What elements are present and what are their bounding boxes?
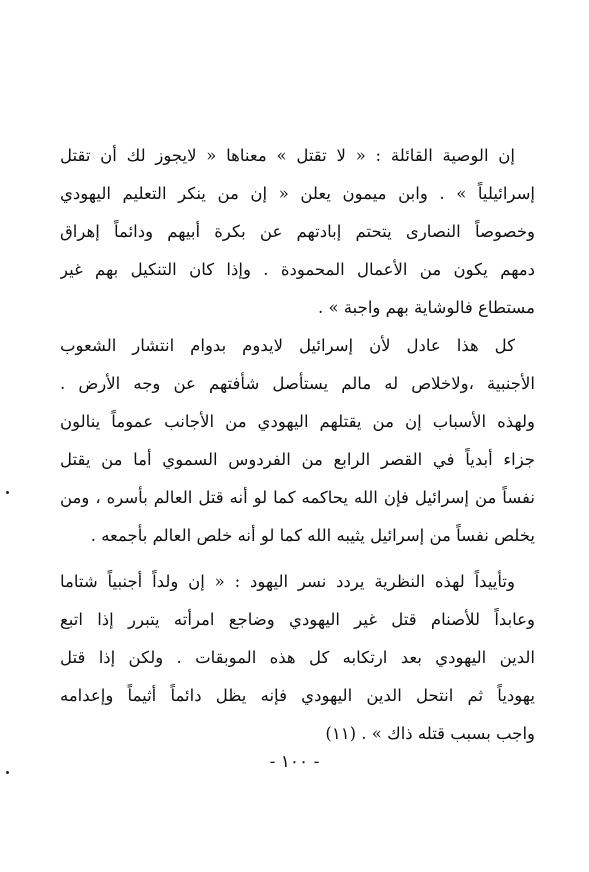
text-line: مستطاع فالوشاية بهم واجبة » . bbox=[317, 298, 535, 317]
margin-mark bbox=[6, 771, 9, 774]
text-line: وتأييداً لهذه النظرية يردد نسر اليهود : « إن ولداً أجنبياً شتاما bbox=[60, 572, 515, 591]
text-line: يخلص نفساً من إسرائيل يثيبه الله كما لو أنه خلص العالم بأجمعه . bbox=[90, 526, 535, 545]
paragraph-3 bbox=[60, 563, 535, 753]
text-line: واجب بسبب قتله ذاك » . (١١) bbox=[325, 724, 535, 743]
text-line: جزاء أبدياً في القصر الرابع من الفردوس السموي أما من يقتل bbox=[60, 450, 535, 469]
text-line: كل هذا عادل لأن إسرائيل لايدوم بدوام انتشار الشعوب bbox=[60, 336, 515, 355]
paragraph-2 bbox=[60, 327, 535, 555]
text-line: نفساً من إسرائيل فإن الله يحاكمه كما لو أنه قتل العالم بأسره ، ومن bbox=[60, 488, 535, 507]
text-line: وعابداً للأصنام قتل غير اليهودي وضاجع امرأته يتبرر إذا اتبع bbox=[60, 610, 535, 629]
margin-mark bbox=[6, 491, 9, 494]
text-line: وخصوصاً النصارى يتحتم إبادتهم عن بكرة أبيهم ودائماً إهراق bbox=[60, 222, 535, 241]
text-line: ولهذه الأسباب إن من يقتلهم اليهودي من الأجانب عموماً ينالون bbox=[60, 412, 535, 431]
page-number: - ١٠٠ - bbox=[269, 752, 320, 772]
paragraph-1 bbox=[60, 137, 535, 327]
text-line: إسرائيلياً » . وابن ميمون يعلن « إن من ينكر التعليم اليهودي bbox=[60, 184, 535, 203]
text-line: الأجنبية ،ولاخلاص له مالم يستأصل شأفتهم عن وجه الأرض . bbox=[60, 374, 535, 393]
text-line: دمهم يكون من الأعمال المحمودة . وإذا كان التنكيل بهم غير bbox=[60, 260, 535, 279]
text-line: يهودياً ثم انتحل الدين اليهودي فإنه يظل دائماً أثيماً وإعدامه bbox=[60, 686, 535, 705]
text-line: إن الوصية القائلة : « لا تقتل » معناها « لايجوز لك أن تقتل bbox=[60, 146, 515, 165]
text-line: الدين اليهودي بعد ارتكابه كل هذه الموبقات . ولكن إذا قتل bbox=[60, 648, 535, 667]
